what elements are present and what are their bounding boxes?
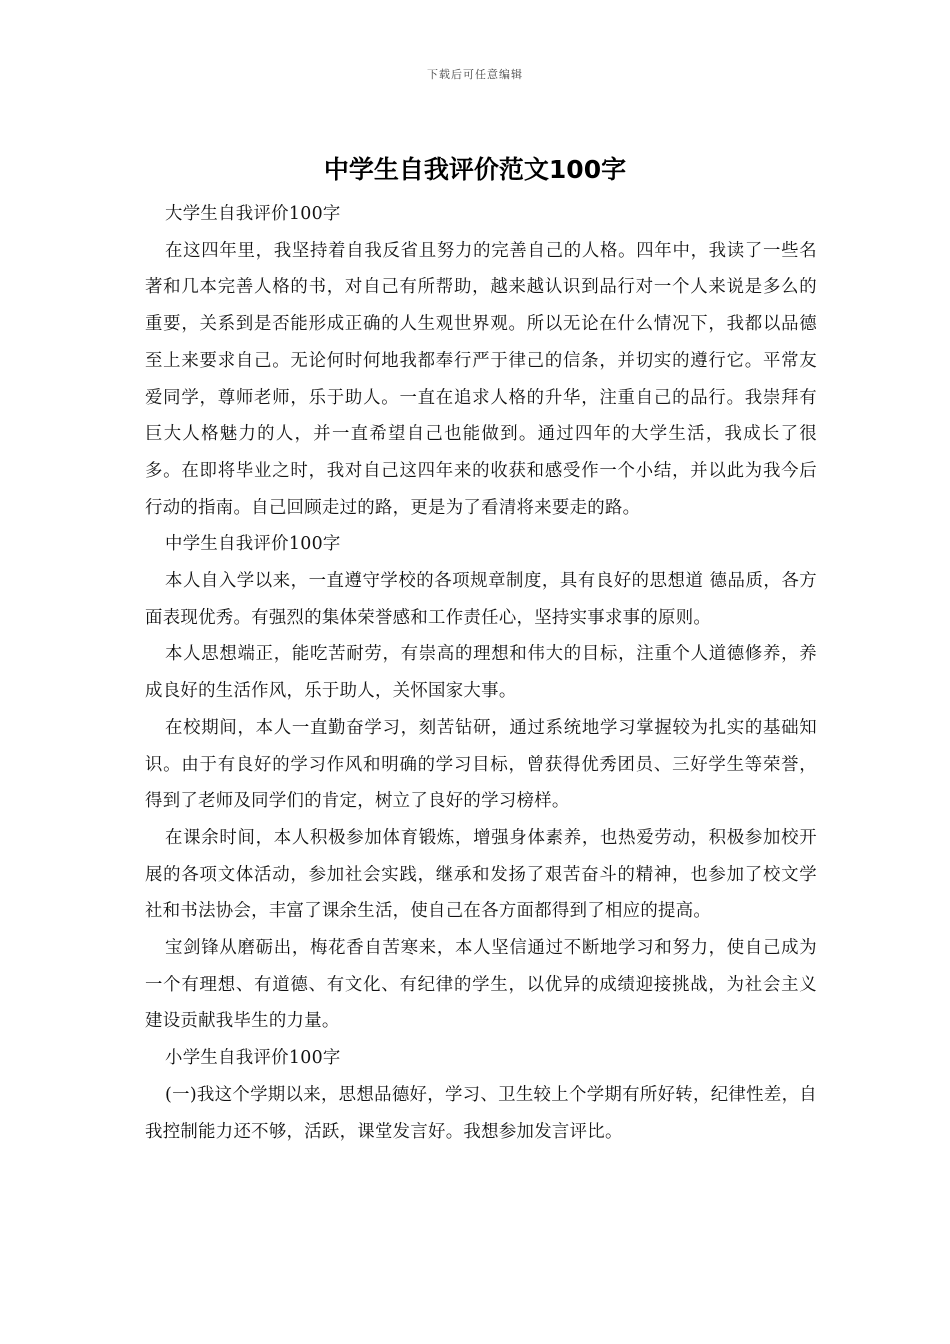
paragraph-middle-school-conclusion: 宝剑锋从磨砺出，梅花香自苦寒来，本人坚信通过不断地学习和努力，使自己成为一个有理想、有道德、有文化、有纪律的学生，以优异的成绩迎接挑战，为社会主义建设贡献我毕生的力量。 <box>145 938 817 1032</box>
section-heading-primary-school: 小学生自我评价100字 <box>165 1048 341 1069</box>
paragraph-middle-school-character: 本人思想端正，能吃苦耐劳，有崇高的理想和伟大的目标，注重个人道德修养，养成良好的生活作风，乐于助人，关怀国家大事。 <box>145 644 817 702</box>
document-title: 中学生自我评价范文100字 <box>323 155 627 184</box>
header-note: 下载后可任意编辑 <box>427 68 523 81</box>
paragraph-middle-school-study: 在校期间，本人一直勤奋学习，刻苦钻研，通过系统地学习掌握较为扎实的基础知识。由于有良好的学习作风和明确的学习目标，曾获得优秀团员、三好学生等荣誉，得到了老师及同学们的肯定，树立了良好的学习榜样。 <box>145 717 817 812</box>
section-heading-university: 大学生自我评价100字 <box>165 204 341 224</box>
paragraph-middle-school-intro: 本人自入学以来，一直遵守学校的各项规章制度，具有良好的思想道 德品质，各方面表现优秀。有强烈的集体荣誉感和工作责任心，坚持实事求事的原则。 <box>145 571 817 628</box>
paragraph-middle-school-activities: 在课余时间，本人积极参加体育锻炼，增强身体素养，也热爱劳动，积极参加校开展的各项文体活动，参加社会实践，继承和发扬了艰苦奋斗的精神，也参加了校文学社和书法协会，丰富了课余生活，使自己在各方面都得到了相应的提高。 <box>145 827 817 922</box>
section-heading-middle-school: 中学生自我评价100字 <box>165 534 341 555</box>
paragraph-university-evaluation: 在这四年里，我坚持着自我反省且努力的完善自己的人格。四年中，我读了一些名著和几本完善人格的书，对自己有所帮助，越来越认识到品行对一个人来说是多么的重要，关系到是否能形成正确的人生观世界观。所以无论在什么情况下，我都以品德至上来要求自己。无论何时何地我都奉行严于律己的信条，并切实的遵行它。平常友爱同学，尊师老师，乐于助人。一直在追求人格的升华，注重自己的品行。我崇拜有巨大人格魅力的人，并一直希望自己也能做到。通过四年的大学生活，我成长了很多。在即将毕业之时，我对自己这四年来的收获和感受作一个小结，并以此为我今后行动的指南。自己回顾走过的路，更是为了看清将来要走的路。 <box>145 240 817 518</box>
paragraph-primary-school-evaluation: (一)我这个学期以来，思想品德好，学习、卫生较上个学期有所好转，纪律性差，自我控制能力还不够，活跃，课堂发言好。我想参加发言评比。 <box>145 1084 817 1142</box>
document-body <box>145 196 817 1150</box>
